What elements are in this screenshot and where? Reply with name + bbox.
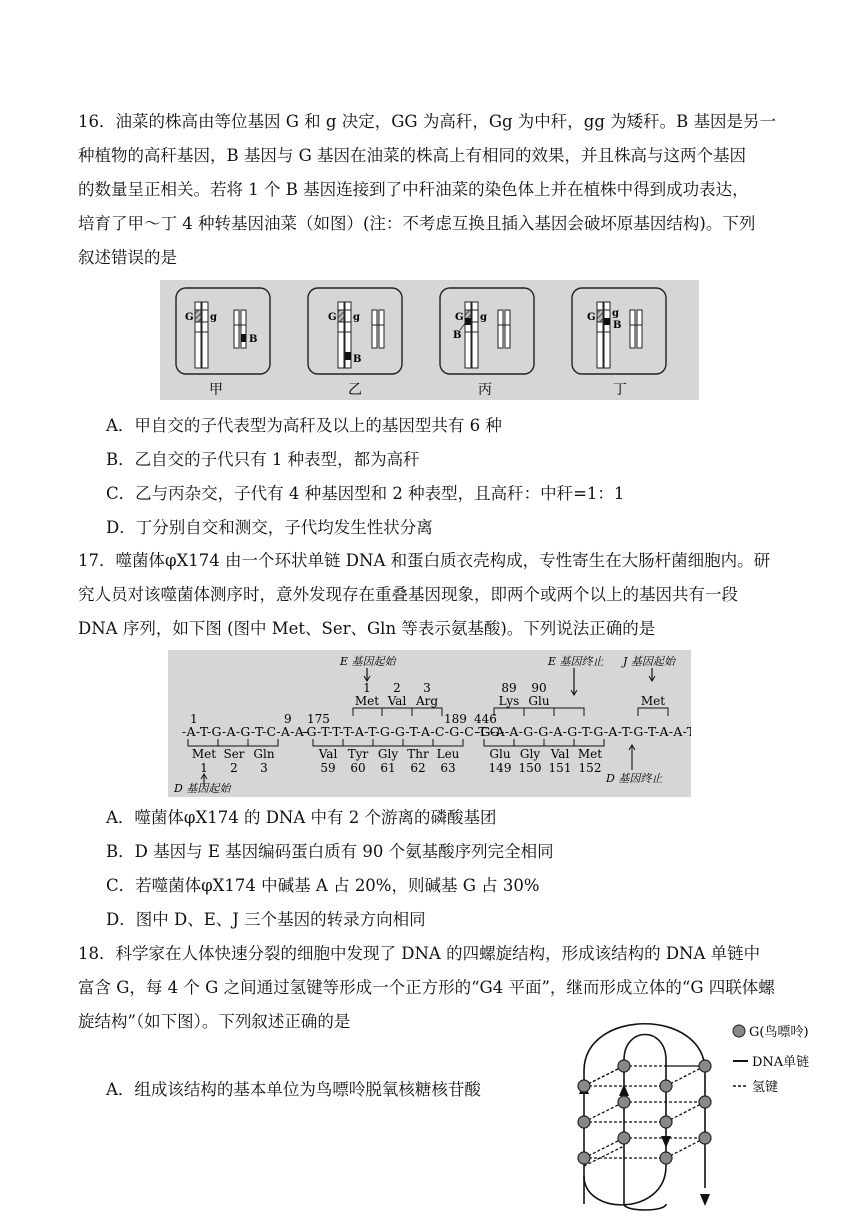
d-num-63: 63 bbox=[440, 761, 456, 775]
d-aa-61: Gly bbox=[377, 747, 399, 761]
d-aa-150: Gly bbox=[519, 747, 541, 761]
panel-label-yi: 乙 bbox=[348, 382, 362, 398]
e-aa-90: Glu bbox=[528, 694, 550, 708]
q18-line-2: 富含 G，每 4 个 G 之间通过氢键等形成一个正方形的“G4 平面”，继而形成立体的“G 四联体螺 bbox=[78, 978, 775, 997]
d-aa-3: Gln bbox=[253, 747, 275, 761]
label-g-yi: g bbox=[353, 312, 360, 323]
q18-line-3: 旋结构”（如下图）。下列叙述正确的是 bbox=[78, 1012, 351, 1031]
d-num-62: 62 bbox=[410, 761, 426, 775]
q16-option-b: B．乙自交的子代只有 1 种表型，都为高秆 bbox=[106, 450, 420, 469]
e-aa-89: Lys bbox=[498, 694, 520, 708]
panel-label-jia: 甲 bbox=[209, 382, 223, 398]
pos-446: 446 bbox=[474, 712, 497, 726]
g-quadruplex-figure bbox=[566, 1016, 826, 1212]
d-num-1: 1 bbox=[200, 761, 208, 775]
e-num-1: 1 bbox=[363, 681, 371, 695]
d-num-151: 151 bbox=[548, 761, 572, 775]
d-aa-151: Val bbox=[550, 747, 570, 761]
label-g-bing: g bbox=[480, 312, 487, 323]
d-num-60: 60 bbox=[350, 761, 366, 775]
e-num-89: 89 bbox=[501, 681, 517, 695]
q16-line-3: 的数量呈正相关。若将 1 个 B 基因连接到了中秆油菜的染色体上并在植株中得到成功表达， bbox=[78, 180, 749, 199]
legend-g-label: G(鸟嘌呤) bbox=[749, 1025, 809, 1040]
e-aa-2: Val bbox=[387, 694, 407, 708]
q16-option-a: A．甲自交的子代表型为高秆及以上的基因型共有 6 种 bbox=[106, 416, 502, 435]
sequence-2: -G-T-T-T-A-T-G-G-T-A-C-G-C-T-G- bbox=[302, 724, 505, 739]
e-end-label: E 基因终止 bbox=[548, 655, 604, 668]
pos-189: 189 bbox=[444, 712, 467, 726]
q16-line-5: 叙述错误的是 bbox=[78, 248, 177, 267]
q16-option-d: D．丁分别自交和测交，子代均发生性状分离 bbox=[106, 518, 433, 537]
sequence-1: -A-T-G-A-G-T-C-A-A- bbox=[182, 724, 309, 739]
d-aa-152: Met bbox=[577, 747, 603, 761]
j-start-label: J 基因起始 bbox=[623, 655, 675, 668]
d-aa-2: Ser bbox=[223, 747, 245, 761]
q17-line-3: DNA 序列，如下图 (图中 Met、Ser、Gln 等表示氨基酸)。下列说法正确的是 bbox=[78, 619, 656, 638]
e-num-2: 2 bbox=[393, 681, 401, 695]
q16-line-2: 种植物的高秆基因，B 基因与 G 基因在油菜的株高上有相同的效果，并且株高与这两个基因 bbox=[78, 146, 747, 165]
pos-1: 1 bbox=[190, 712, 198, 726]
j-aa-met: Met bbox=[640, 694, 666, 708]
panel-label-ding: 丁 bbox=[613, 382, 627, 398]
q17-option-a: A．噬菌体φX174 的 DNA 中有 2 个游离的磷酸基团 bbox=[106, 808, 497, 827]
label-B-ding: B bbox=[613, 320, 622, 331]
q16-line-1: 16．油菜的株高由等位基因 G 和 g 决定，GG 为高秆，Gg 为中秆，gg 为矮秆。B 基因是另一 bbox=[78, 112, 777, 131]
q16-line-4: 培育了甲～丁 4 种转基因油菜（如图）(注：不考虑互换且插入基因会破坏原基因结构)。下列 bbox=[78, 214, 756, 233]
legend-hbond-label: 氢键 bbox=[752, 1080, 779, 1095]
e-start-label: E 基因起始 bbox=[340, 655, 396, 668]
e-aa-1: Met bbox=[354, 694, 380, 708]
e-num-3: 3 bbox=[423, 681, 431, 695]
d-num-149: 149 bbox=[488, 761, 512, 775]
label-G-ding: G bbox=[587, 312, 596, 323]
q17-option-d: D．图中 D、E、J 三个基因的转录方向相同 bbox=[106, 910, 426, 929]
label-G-bing: G bbox=[455, 312, 464, 323]
label-g-ding: g bbox=[612, 308, 619, 319]
d-start-label: D 基因起始 bbox=[174, 782, 231, 795]
q17-line-2: 究人员对该噬菌体测序时，意外发现存在重叠基因现象，即两个或两个以上的基因共有一段 bbox=[78, 585, 738, 604]
label-g-jia: g bbox=[210, 312, 217, 323]
d-aa-149: Glu bbox=[489, 747, 511, 761]
d-aa-62: Thr bbox=[407, 747, 429, 761]
d-num-152: 152 bbox=[578, 761, 602, 775]
label-G-yi: G bbox=[328, 312, 337, 323]
gene-overlap-figure bbox=[168, 650, 691, 797]
e-num-90: 90 bbox=[531, 681, 547, 695]
label-B-jia: B bbox=[249, 334, 258, 345]
pos-9: 9 bbox=[284, 712, 292, 726]
q17-option-c: C．若噬菌体φX174 中碱基 A 占 20%，则碱基 G 占 30% bbox=[106, 876, 540, 895]
d-aa-59: Val bbox=[318, 747, 338, 761]
label-B-bing: B bbox=[453, 330, 462, 341]
q17-option-b: B．D 基因与 E 基因编码蛋白质有 90 个氨基酸序列完全相同 bbox=[106, 842, 554, 861]
d-num-61: 61 bbox=[380, 761, 396, 775]
d-num-2: 2 bbox=[230, 761, 238, 775]
label-G-jia: G bbox=[185, 312, 194, 323]
chromosome-figure bbox=[160, 280, 699, 400]
e-aa-3: Arg bbox=[415, 694, 439, 708]
d-num-3: 3 bbox=[260, 761, 268, 775]
d-num-150: 150 bbox=[518, 761, 542, 775]
q18-option-a: A．组成该结构的基本单位为鸟嘌呤脱氧核糖核苷酸 bbox=[106, 1080, 481, 1099]
legend-dna-label: DNA单链 bbox=[752, 1055, 810, 1070]
d-aa-63: Leu bbox=[436, 747, 460, 761]
d-num-59: 59 bbox=[320, 761, 336, 775]
q17-line-1: 17．噬菌体φX174 由一个环状单链 DNA 和蛋白质衣壳构成，专性寄生在大肠杆菌细胞内。研 bbox=[78, 551, 771, 570]
pos-175: 175 bbox=[307, 712, 330, 726]
d-aa-60: Tyr bbox=[347, 747, 369, 761]
sequence-3: -G-A-A-G-G-A-G-T-G-A-T-G-T-A-A-T-G- bbox=[476, 724, 691, 739]
q16-option-c: C．乙与丙杂交，子代有 4 种基因型和 2 种表型，且高秆：中秆=1：1 bbox=[106, 484, 625, 503]
d-aa-1: Met bbox=[191, 747, 217, 761]
panel-label-bing: 丙 bbox=[478, 382, 492, 398]
q18-line-1: 18．科学家在人体快速分裂的细胞中发现了 DNA 的四螺旋结构，形成该结构的 DNA 单链中 bbox=[78, 944, 761, 963]
label-B-yi: B bbox=[353, 354, 362, 365]
d-end-label: D 基因终止 bbox=[606, 772, 663, 785]
